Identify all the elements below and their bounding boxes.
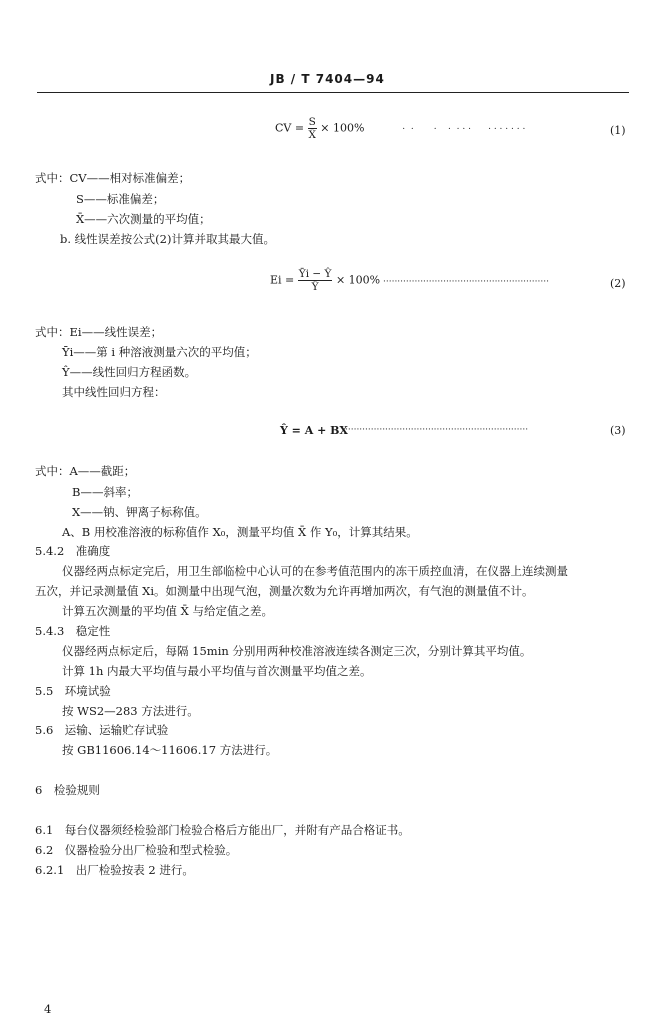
formula-2-numerator: Ȳi − Ŷ (298, 268, 332, 280)
defs1-item-b: b. 线性误差按公式(2)计算并取其最大值。 (60, 232, 275, 246)
section-5-4-3-p1: 仪器经两点标定后，每隔 15min 分别用两种校准溶液连续各测定三次，分别计算其平均值。 (62, 644, 532, 658)
formula-3-leader: ································································ (345, 425, 529, 435)
defs1-intro: 式中：CV——相对标准偏差； (35, 171, 191, 185)
section-5-4-2-p1: 仪器经两点标定完后，用卫生部临检中心认可的在参考值范围内的冻干质控血清，在仪器上连续测量 (62, 564, 568, 578)
formula-2-fraction (298, 268, 333, 293)
header-rule (37, 92, 629, 93)
defs2-regress: 其中线性回归方程： (62, 385, 166, 399)
formula-2-leader: ·························································· (383, 277, 549, 287)
section-5-5-title: 5.5 环境试验 (35, 684, 111, 698)
formula-1-lhs: CV = (275, 121, 305, 135)
section-5-4-2-p3: 计算五次测量的平均值 X̄ 与给定值之差。 (62, 604, 273, 618)
section-5-4-2-p2: 五次，并记录测量值 Xi。如测量中出现气泡，测量次数为允许再增加两次，有气泡的测量值不计。 (35, 584, 534, 598)
defs1-xbar: X̄——六次测量的平均值； (76, 212, 211, 226)
section-5-4-3-p2: 计算 1h 内最大平均值与最小平均值与首次测量平均值之差。 (62, 664, 372, 678)
formula-2-denominator: Ŷ (311, 281, 319, 293)
formula-2-rhs: × 100% (335, 273, 381, 287)
defs2-yhat: Ŷ——线性回归方程函数。 (62, 365, 197, 379)
formula-1-numerator: S (308, 116, 316, 128)
page-number: 4 (44, 1002, 52, 1016)
defs3-x: X——钠、钾离子标称值。 (72, 505, 207, 519)
formula-1-denominator: X̄ (308, 129, 316, 141)
section-6-2-1: 6.2.1 出厂检验按表 2 进行。 (35, 863, 194, 877)
defs1-s: S——标准偏差； (76, 192, 165, 206)
section-5-5-p1: 按 WS2—283 方法进行。 (62, 704, 199, 718)
defs2-yi: Ȳi——第 i 种溶液测量六次的平均值； (62, 345, 257, 359)
formula-1-rhs: × 100% (320, 121, 365, 135)
defs3-ab: A、B 用校准溶液的标称值作 X₀，测量平均值 X̄ 作 Y₀，计算其结果。 (62, 525, 418, 539)
section-5-6-title: 5.6 运输、运输贮存试验 (35, 723, 169, 737)
defs2-intro: 式中：Ei——线性误差； (35, 325, 163, 339)
formula-1-number: (1) (610, 124, 626, 137)
section-6-2: 6.2 仪器检验分出厂检验和型式检验。 (35, 843, 238, 857)
section-5-4-2-title: 5.4.2 准确度 (35, 544, 111, 558)
defs3-intro: 式中：A——截距； (35, 464, 136, 478)
formula-3-number: (3) (610, 424, 626, 437)
formula-3: Ŷ = A + BX (280, 424, 348, 437)
formula-2-number: (2) (610, 277, 626, 290)
section-6-title: 6 检验规则 (35, 783, 100, 797)
formula-1 (275, 116, 531, 141)
section-5-6-p1: 按 GB11606.14～11606.17 方法进行。 (62, 743, 278, 757)
formula-2 (270, 268, 380, 293)
defs3-b: B——斜率； (72, 485, 138, 499)
formula-2-lhs: Ei = (270, 273, 295, 287)
section-5-4-3-title: 5.4.3 稳定性 (35, 624, 111, 638)
formula-1-fraction (308, 116, 317, 141)
section-6-1: 6.1 每台仪器须经检验部门检验合格后方能出厂，并附有产品合格证书。 (35, 823, 410, 837)
formula-1-leader: · · · · · · · · · · · · · · (367, 124, 532, 135)
standard-code: JB / T 7404—94 (270, 72, 385, 86)
